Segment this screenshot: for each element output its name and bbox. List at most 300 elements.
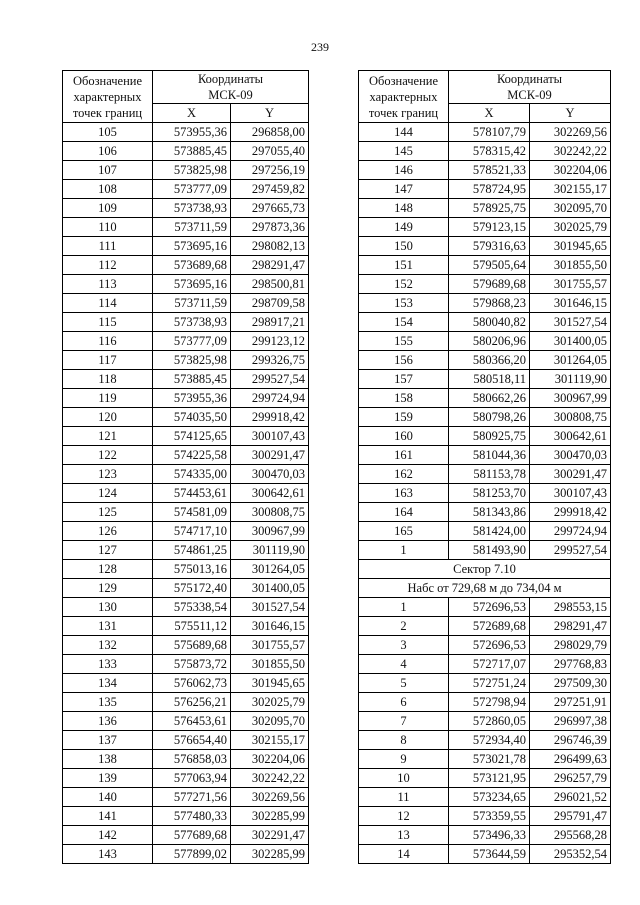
x-coordinate-cell: 573777,09: [153, 180, 231, 199]
table-row: [359, 256, 611, 275]
y-coordinate-cell: 298082,13: [231, 237, 309, 256]
point-number-cell: 163: [359, 484, 449, 503]
y-coordinate-cell: 301646,15: [530, 294, 611, 313]
table-row: [63, 180, 309, 199]
y-coordinate-cell: 300808,75: [231, 503, 309, 522]
table-row: [359, 332, 611, 351]
point-number-cell: 4: [359, 655, 449, 674]
y-coordinate-cell: 301855,50: [231, 655, 309, 674]
point-number-cell: 119: [63, 389, 153, 408]
table-row: [359, 294, 611, 313]
point-number-cell: 115: [63, 313, 153, 332]
point-number-cell: 107: [63, 161, 153, 180]
table-row: [63, 769, 309, 788]
table-row: [63, 199, 309, 218]
point-number-cell: 148: [359, 199, 449, 218]
y-coordinate-cell: 300470,03: [231, 465, 309, 484]
x-coordinate-cell: 573695,16: [153, 237, 231, 256]
header-line: Координаты: [197, 72, 264, 86]
point-number-cell: 1: [359, 541, 449, 560]
point-number-cell: 2: [359, 617, 449, 636]
point-number-cell: 161: [359, 446, 449, 465]
point-number-cell: 111: [63, 237, 153, 256]
y-coordinate-cell: 297459,82: [231, 180, 309, 199]
header-line: Координаты: [496, 72, 563, 86]
header-line: характерных: [73, 89, 142, 104]
y-coordinate-cell: 296746,39: [530, 731, 611, 750]
table-row: [63, 294, 309, 313]
x-coordinate-cell: 572860,05: [449, 712, 530, 731]
table-row: [63, 788, 309, 807]
table-row: [63, 655, 309, 674]
header-line: Обозначение: [368, 73, 439, 88]
point-number-cell: 125: [63, 503, 153, 522]
x-coordinate-cell: 574125,65: [153, 427, 231, 446]
point-number-cell: 128: [63, 560, 153, 579]
x-coordinate-cell: 580925,75: [449, 427, 530, 446]
header-line: МСК-09: [208, 88, 253, 102]
y-coordinate-cell: 302269,56: [530, 123, 611, 142]
table-row: [359, 123, 611, 142]
point-number-cell: 123: [63, 465, 153, 484]
point-number-cell: 135: [63, 693, 153, 712]
point-number-cell: 149: [359, 218, 449, 237]
y-coordinate-cell: 302025,79: [530, 218, 611, 237]
header-point-designation: [63, 71, 153, 123]
x-coordinate-cell: 581493,90: [449, 541, 530, 560]
x-coordinate-cell: 573711,59: [153, 218, 231, 237]
table-row: [63, 579, 309, 598]
x-coordinate-cell: 573955,36: [153, 389, 231, 408]
point-number-cell: 129: [63, 579, 153, 598]
y-coordinate-cell: 297873,36: [231, 218, 309, 237]
table-row: [359, 218, 611, 237]
x-coordinate-cell: 580040,82: [449, 313, 530, 332]
table-row: [359, 655, 611, 674]
x-coordinate-cell: 573885,45: [153, 370, 231, 389]
point-number-cell: 8: [359, 731, 449, 750]
table-row: [63, 503, 309, 522]
point-number-cell: 160: [359, 427, 449, 446]
y-coordinate-cell: 299326,75: [231, 351, 309, 370]
point-number-cell: 164: [359, 503, 449, 522]
coordinates-table-right: [358, 70, 611, 864]
table-row: [359, 617, 611, 636]
y-coordinate-cell: 302242,22: [530, 142, 611, 161]
x-coordinate-cell: 575689,68: [153, 636, 231, 655]
y-coordinate-cell: 300967,99: [530, 389, 611, 408]
y-coordinate-cell: 298500,81: [231, 275, 309, 294]
x-coordinate-cell: 573738,93: [153, 199, 231, 218]
y-coordinate-cell: 296858,00: [231, 123, 309, 142]
x-coordinate-cell: 575172,40: [153, 579, 231, 598]
table-row: [359, 807, 611, 826]
header-line: Обозначение: [72, 73, 143, 88]
point-number-cell: 116: [63, 332, 153, 351]
right-table-body-top: [359, 123, 611, 560]
x-coordinate-cell: 578724,95: [449, 180, 530, 199]
x-coordinate-cell: 580662,26: [449, 389, 530, 408]
table-row: [359, 427, 611, 446]
table-row: [63, 731, 309, 750]
point-number-cell: 155: [359, 332, 449, 351]
x-coordinate-cell: 574035,50: [153, 408, 231, 427]
x-coordinate-cell: 576654,40: [153, 731, 231, 750]
table-row: [359, 465, 611, 484]
point-number-cell: 113: [63, 275, 153, 294]
x-coordinate-cell: 572934,40: [449, 731, 530, 750]
x-coordinate-cell: 572717,07: [449, 655, 530, 674]
x-coordinate-cell: 573777,09: [153, 332, 231, 351]
x-coordinate-cell: 581424,00: [449, 522, 530, 541]
point-number-cell: 110: [63, 218, 153, 237]
point-number-cell: 158: [359, 389, 449, 408]
x-coordinate-cell: 578315,42: [449, 142, 530, 161]
point-number-cell: 133: [63, 655, 153, 674]
y-coordinate-cell: 299527,54: [530, 541, 611, 560]
table-row: [63, 275, 309, 294]
point-number-cell: 7: [359, 712, 449, 731]
y-coordinate-cell: 298029,79: [530, 636, 611, 655]
table-row: [359, 750, 611, 769]
y-coordinate-cell: 298291,47: [530, 617, 611, 636]
x-coordinate-cell: 572689,68: [449, 617, 530, 636]
header-x: X: [153, 104, 231, 123]
x-coordinate-cell: 574861,25: [153, 541, 231, 560]
point-number-cell: 153: [359, 294, 449, 313]
x-coordinate-cell: 573021,78: [449, 750, 530, 769]
x-coordinate-cell: 576453,61: [153, 712, 231, 731]
point-number-cell: 109: [63, 199, 153, 218]
table-row: [63, 408, 309, 427]
y-coordinate-cell: 297509,30: [530, 674, 611, 693]
y-coordinate-cell: 299724,94: [530, 522, 611, 541]
y-coordinate-cell: 302025,79: [231, 693, 309, 712]
point-number-cell: 124: [63, 484, 153, 503]
header-line: точек границ: [368, 105, 439, 120]
x-coordinate-cell: 575873,72: [153, 655, 231, 674]
coordinates-table-left: [62, 70, 309, 864]
y-coordinate-cell: 301855,50: [530, 256, 611, 275]
table-row: [359, 769, 611, 788]
table-row: [63, 218, 309, 237]
point-number-cell: 1: [359, 598, 449, 617]
x-coordinate-cell: 573825,98: [153, 351, 231, 370]
point-number-cell: 12: [359, 807, 449, 826]
y-coordinate-cell: 299918,42: [231, 408, 309, 427]
x-coordinate-cell: 573825,98: [153, 161, 231, 180]
point-number-cell: 127: [63, 541, 153, 560]
point-number-cell: 131: [63, 617, 153, 636]
y-coordinate-cell: 301945,65: [530, 237, 611, 256]
point-number-cell: 114: [63, 294, 153, 313]
point-number-cell: 146: [359, 161, 449, 180]
header-y: Y: [231, 104, 309, 123]
table-row: [63, 427, 309, 446]
table-row: [63, 465, 309, 484]
x-coordinate-cell: 580798,26: [449, 408, 530, 427]
y-coordinate-cell: 302095,70: [231, 712, 309, 731]
point-number-cell: 142: [63, 826, 153, 845]
x-coordinate-cell: 577480,33: [153, 807, 231, 826]
y-coordinate-cell: 300107,43: [530, 484, 611, 503]
x-coordinate-cell: 579868,23: [449, 294, 530, 313]
point-number-cell: 140: [63, 788, 153, 807]
table-row: [359, 313, 611, 332]
y-coordinate-cell: 302285,99: [231, 807, 309, 826]
x-coordinate-cell: 573234,65: [449, 788, 530, 807]
x-coordinate-cell: 574581,09: [153, 503, 231, 522]
table-row: [63, 541, 309, 560]
x-coordinate-cell: 577271,56: [153, 788, 231, 807]
table-row: [63, 256, 309, 275]
y-coordinate-cell: 302291,47: [231, 826, 309, 845]
x-coordinate-cell: 577689,68: [153, 826, 231, 845]
y-coordinate-cell: 302155,17: [530, 180, 611, 199]
y-coordinate-cell: 301119,90: [530, 370, 611, 389]
y-coordinate-cell: 297768,83: [530, 655, 611, 674]
table-row: [63, 351, 309, 370]
y-coordinate-cell: 300967,99: [231, 522, 309, 541]
y-coordinate-cell: 302204,06: [231, 750, 309, 769]
x-coordinate-cell: 580518,11: [449, 370, 530, 389]
table-row: [359, 180, 611, 199]
x-coordinate-cell: 576858,03: [153, 750, 231, 769]
x-coordinate-cell: 574335,00: [153, 465, 231, 484]
y-coordinate-cell: 301646,15: [231, 617, 309, 636]
left-table-body: [63, 123, 309, 864]
y-coordinate-cell: 295568,28: [530, 826, 611, 845]
y-coordinate-cell: 299527,54: [231, 370, 309, 389]
y-coordinate-cell: 298553,15: [530, 598, 611, 617]
x-coordinate-cell: 573359,55: [449, 807, 530, 826]
table-row: [359, 788, 611, 807]
table-row: [63, 123, 309, 142]
table-row: [63, 712, 309, 731]
y-coordinate-cell: 296021,52: [530, 788, 611, 807]
y-coordinate-cell: 298291,47: [231, 256, 309, 275]
y-coordinate-cell: 299918,42: [530, 503, 611, 522]
point-number-cell: 132: [63, 636, 153, 655]
y-coordinate-cell: 296257,79: [530, 769, 611, 788]
table-row: [63, 142, 309, 161]
point-number-cell: 162: [359, 465, 449, 484]
table-row: [63, 636, 309, 655]
y-coordinate-cell: 301755,57: [530, 275, 611, 294]
table-row: [359, 351, 611, 370]
table-row: [359, 161, 611, 180]
x-coordinate-cell: 577063,94: [153, 769, 231, 788]
point-number-cell: 157: [359, 370, 449, 389]
x-coordinate-cell: 573738,93: [153, 313, 231, 332]
x-coordinate-cell: 578107,79: [449, 123, 530, 142]
table-row: [359, 636, 611, 655]
x-coordinate-cell: 579505,64: [449, 256, 530, 275]
y-coordinate-cell: 300808,75: [530, 408, 611, 427]
x-coordinate-cell: 573885,45: [153, 142, 231, 161]
point-number-cell: 120: [63, 408, 153, 427]
x-coordinate-cell: 574225,58: [153, 446, 231, 465]
point-number-cell: 5: [359, 674, 449, 693]
point-number-cell: 151: [359, 256, 449, 275]
table-row: [63, 313, 309, 332]
point-number-cell: 112: [63, 256, 153, 275]
x-coordinate-cell: 573496,33: [449, 826, 530, 845]
x-coordinate-cell: 576256,21: [153, 693, 231, 712]
table-row: [63, 693, 309, 712]
y-coordinate-cell: 296997,38: [530, 712, 611, 731]
y-coordinate-cell: 301119,90: [231, 541, 309, 560]
x-coordinate-cell: 577899,02: [153, 845, 231, 864]
header-point-designation: [359, 71, 449, 123]
table-row: [359, 826, 611, 845]
point-number-cell: 141: [63, 807, 153, 826]
x-coordinate-cell: 579316,63: [449, 237, 530, 256]
header-coordinates: [449, 71, 611, 104]
table-row: [63, 845, 309, 864]
x-coordinate-cell: 580366,20: [449, 351, 530, 370]
x-coordinate-cell: 572696,53: [449, 636, 530, 655]
point-number-cell: 6: [359, 693, 449, 712]
point-number-cell: 11: [359, 788, 449, 807]
table-row: [359, 389, 611, 408]
x-coordinate-cell: 574453,61: [153, 484, 231, 503]
table-row: [63, 332, 309, 351]
point-number-cell: 138: [63, 750, 153, 769]
table-row: [359, 731, 611, 750]
point-number-cell: 122: [63, 446, 153, 465]
point-number-cell: 108: [63, 180, 153, 199]
header-coordinates: [153, 71, 309, 104]
x-coordinate-cell: 581153,78: [449, 465, 530, 484]
point-number-cell: 13: [359, 826, 449, 845]
x-coordinate-cell: 578925,75: [449, 199, 530, 218]
y-coordinate-cell: 301400,05: [231, 579, 309, 598]
table-row: [63, 237, 309, 256]
point-number-cell: 165: [359, 522, 449, 541]
y-coordinate-cell: 299123,12: [231, 332, 309, 351]
point-number-cell: 139: [63, 769, 153, 788]
y-coordinate-cell: 300291,47: [530, 465, 611, 484]
header-line: МСК-09: [507, 88, 552, 102]
y-coordinate-cell: 300642,61: [231, 484, 309, 503]
point-number-cell: 105: [63, 123, 153, 142]
table-row: [63, 389, 309, 408]
point-number-cell: 126: [63, 522, 153, 541]
y-coordinate-cell: 302204,06: [530, 161, 611, 180]
table-row: [63, 617, 309, 636]
y-coordinate-cell: 299724,94: [231, 389, 309, 408]
table-row: [63, 674, 309, 693]
header-x: X: [449, 104, 530, 123]
table-row: [359, 598, 611, 617]
point-number-cell: 118: [63, 370, 153, 389]
table-row: [359, 199, 611, 218]
point-number-cell: 117: [63, 351, 153, 370]
y-coordinate-cell: 298709,58: [231, 294, 309, 313]
table-row: [359, 446, 611, 465]
table-row: [359, 541, 611, 560]
x-coordinate-cell: 574717,10: [153, 522, 231, 541]
y-coordinate-cell: 300470,03: [530, 446, 611, 465]
table-row: [359, 693, 611, 712]
point-number-cell: 10: [359, 769, 449, 788]
table-row: [359, 408, 611, 427]
y-coordinate-cell: 297256,19: [231, 161, 309, 180]
point-number-cell: 14: [359, 845, 449, 864]
table-row: [359, 484, 611, 503]
table-row: [359, 275, 611, 294]
y-coordinate-cell: 295791,47: [530, 807, 611, 826]
y-coordinate-cell: 301264,05: [231, 560, 309, 579]
table-row: [63, 826, 309, 845]
x-coordinate-cell: 573711,59: [153, 294, 231, 313]
point-number-cell: 147: [359, 180, 449, 199]
table-row: [359, 503, 611, 522]
y-coordinate-cell: 301945,65: [231, 674, 309, 693]
y-coordinate-cell: 297055,40: [231, 142, 309, 161]
sector-header: [359, 560, 611, 598]
y-coordinate-cell: 297251,91: [530, 693, 611, 712]
y-coordinate-cell: 301755,57: [231, 636, 309, 655]
right-table-body-bottom: [359, 598, 611, 864]
y-coordinate-cell: 302242,22: [231, 769, 309, 788]
y-coordinate-cell: 300291,47: [231, 446, 309, 465]
x-coordinate-cell: 581044,36: [449, 446, 530, 465]
point-number-cell: 152: [359, 275, 449, 294]
y-coordinate-cell: 295352,54: [530, 845, 611, 864]
table-row: [63, 484, 309, 503]
y-coordinate-cell: 301400,05: [530, 332, 611, 351]
header-line: характерных: [369, 89, 438, 104]
y-coordinate-cell: 300642,61: [530, 427, 611, 446]
point-number-cell: 106: [63, 142, 153, 161]
y-coordinate-cell: 296499,63: [530, 750, 611, 769]
y-coordinate-cell: 301264,05: [530, 351, 611, 370]
x-coordinate-cell: 576062,73: [153, 674, 231, 693]
table-row: [63, 750, 309, 769]
sector-subtitle: Набс от 729,68 м до 734,04 м: [359, 579, 611, 598]
table-row: [359, 845, 611, 864]
y-coordinate-cell: 298917,21: [231, 313, 309, 332]
x-coordinate-cell: 573121,95: [449, 769, 530, 788]
point-number-cell: 136: [63, 712, 153, 731]
x-coordinate-cell: 572798,94: [449, 693, 530, 712]
x-coordinate-cell: 573695,16: [153, 275, 231, 294]
x-coordinate-cell: 581343,86: [449, 503, 530, 522]
x-coordinate-cell: 581253,70: [449, 484, 530, 503]
header-y: Y: [530, 104, 611, 123]
table-row: [359, 522, 611, 541]
point-number-cell: 159: [359, 408, 449, 427]
table-row: [359, 370, 611, 389]
table-row: [359, 712, 611, 731]
point-number-cell: 154: [359, 313, 449, 332]
table-row: [63, 598, 309, 617]
point-number-cell: 150: [359, 237, 449, 256]
point-number-cell: 121: [63, 427, 153, 446]
x-coordinate-cell: 573689,68: [153, 256, 231, 275]
table-row: [63, 161, 309, 180]
point-number-cell: 134: [63, 674, 153, 693]
x-coordinate-cell: 579689,68: [449, 275, 530, 294]
point-number-cell: 130: [63, 598, 153, 617]
x-coordinate-cell: 580206,96: [449, 332, 530, 351]
point-number-cell: 143: [63, 845, 153, 864]
x-coordinate-cell: 578521,33: [449, 161, 530, 180]
x-coordinate-cell: 579123,15: [449, 218, 530, 237]
x-coordinate-cell: 572751,24: [449, 674, 530, 693]
